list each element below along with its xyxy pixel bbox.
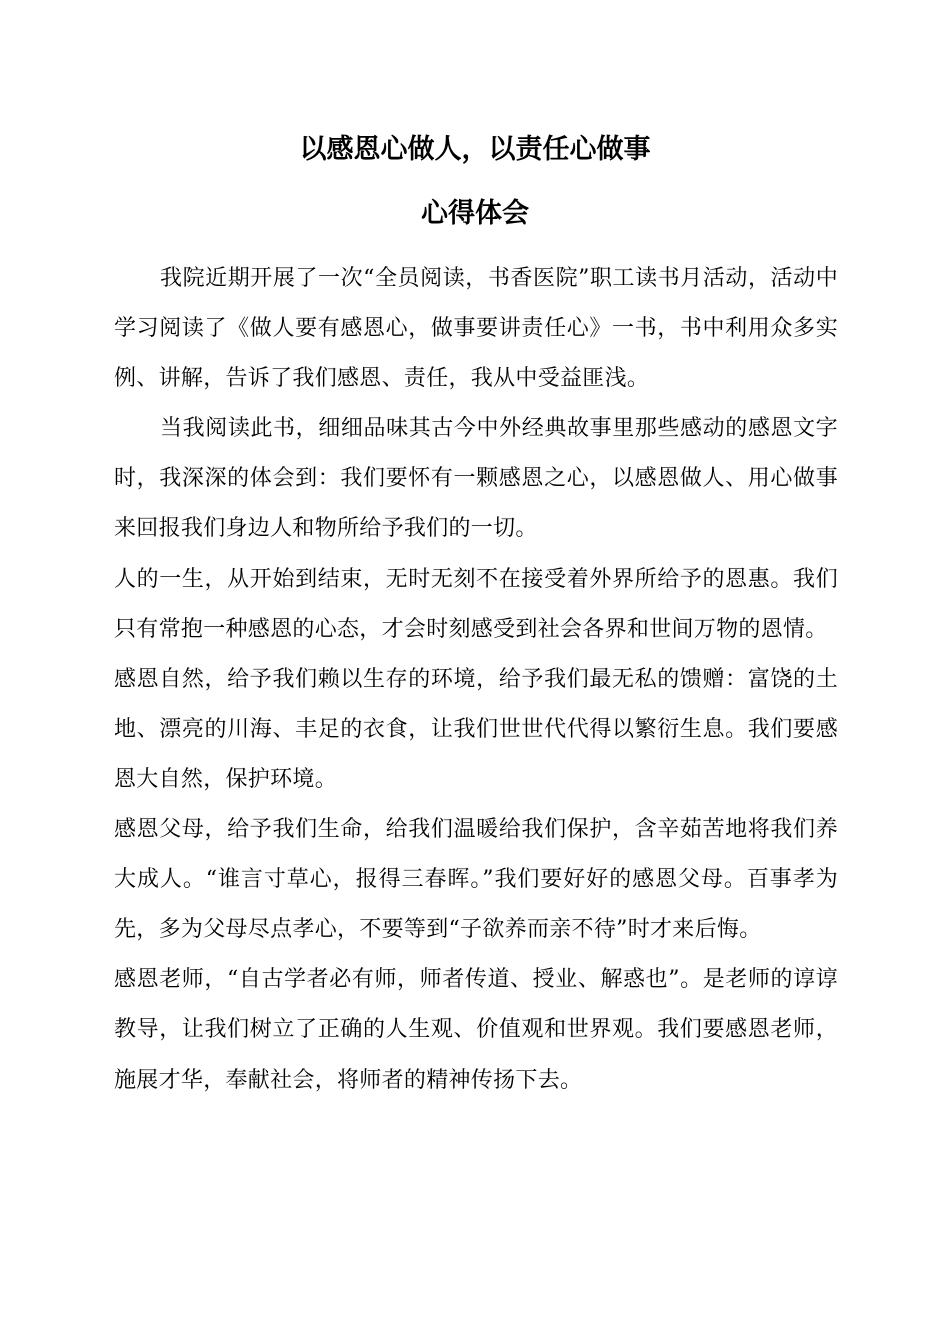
paragraph-life: 人的一生，从开始到结束，无时无刻不在接受着外界所给予的恩惠。我们只有常抱一种感恩的心态，才会时刻感受到社会各界和世间万物的恩情。 — [114, 566, 838, 642]
paragraph-teachers: 感恩老师，“自古学者必有师，师者传道、授业、解惑也”。是老师的谆谆教导，让我们树立了正确的人生观、价值观和世界观。我们要感恩老师，施展才华，奉献社会，将师者的精神传扬下去。 — [114, 967, 838, 1093]
document-body — [114, 254, 838, 1106]
document-subtitle: 心得体会 — [421, 198, 529, 229]
paragraph-reflection: 当我阅读此书，细细品味其古今中外经典故事里那些感动的感恩文字时，我深深的体会到：我们要怀有一颗感恩之心，以感恩做人、用心做事来回报我们身边人和物所给予我们的一切。 — [114, 416, 838, 542]
document-title: 以感恩心做人，以责任心做事 — [299, 134, 651, 165]
paragraph-parents: 感恩父母，给予我们生命，给我们温暖给我们保护，含辛茹苦地将我们养大成人。“谁言寸草心，报得三春晖。”我们要好好的感恩父母。百事孝为先，多为父母尽点孝心，不要等到“子欲养而亲不待”时才来后悔。 — [114, 817, 838, 943]
paragraph-intro: 我院近期开展了一次“全员阅读，书香医院”职工读书月活动，活动中学习阅读了《做人要有感恩心，做事要讲责任心》一书，书中利用众多实例、讲解，告诉了我们感恩、责任，我从中受益匪浅。 — [114, 266, 838, 392]
paragraph-nature: 感恩自然，给予我们赖以生存的环境，给予我们最无私的馈赠：富饶的土地、漂亮的川海、丰足的衣食，让我们世世代代得以繁衍生息。我们要感恩大自然，保护环境。 — [114, 666, 838, 792]
